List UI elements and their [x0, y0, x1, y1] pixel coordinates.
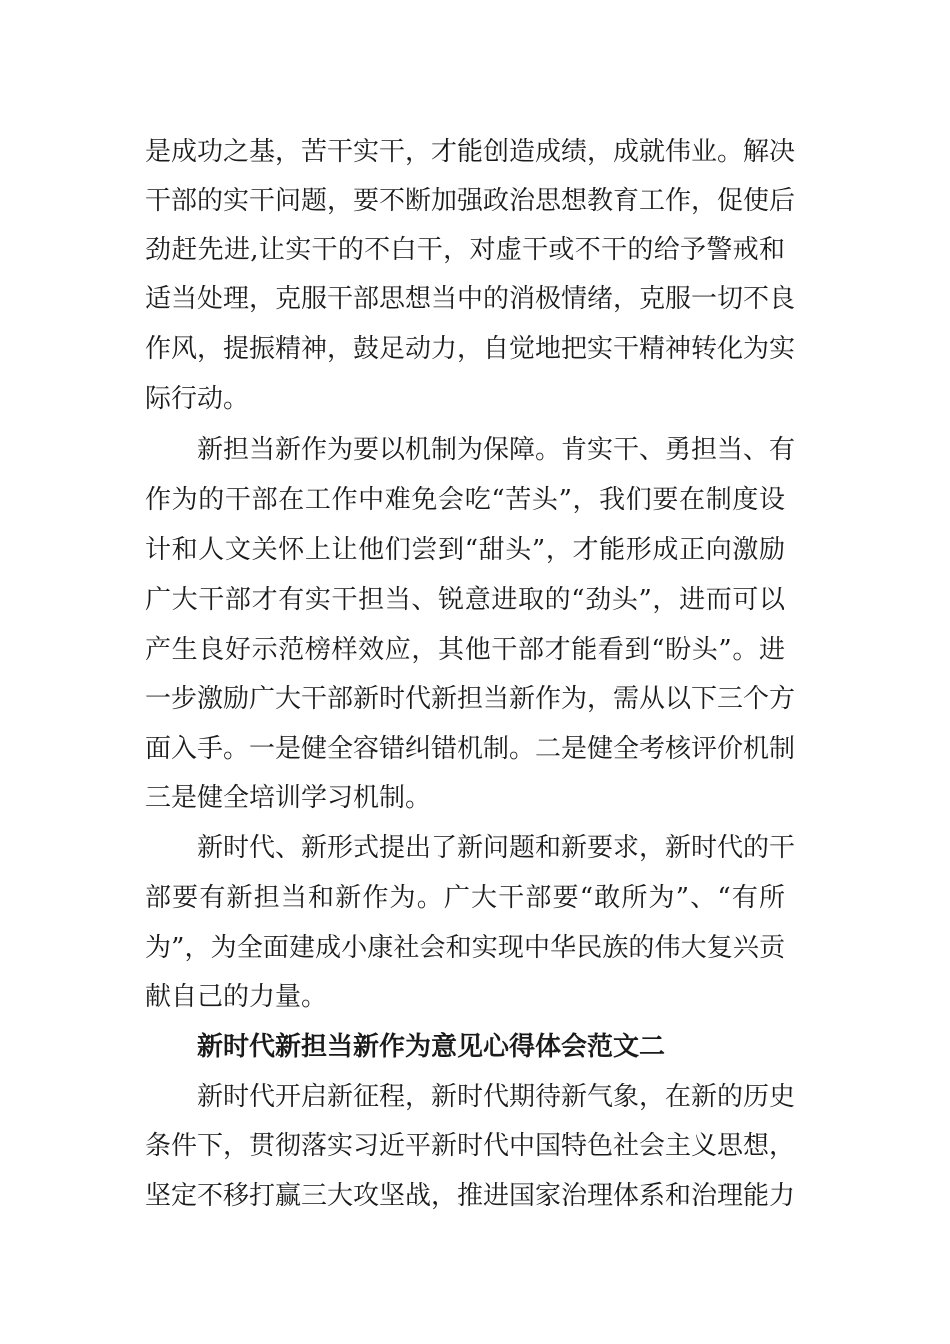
paragraph-2-line-8: 三是健全培训学习机制。	[145, 783, 432, 813]
paragraph-1-line-3: 劲赶先进,让实干的不白干，对虚干或不干的给予警戒和	[145, 235, 785, 265]
paragraph-2-line-2: 作为的干部在工作中难免会吃“苦头”，我们要在制度设	[145, 485, 785, 515]
paragraph-2-line-4: 广大干部才有实干担当、锐意进取的“劲头”，进而可以	[145, 585, 785, 615]
paragraph-1-line-2: 干部的实干问题，要不断加强政治思想教育工作，促使后	[145, 186, 796, 216]
paragraph-2-line-7: 面入手。一是健全容错纠错机制。二是健全考核评价机制	[145, 734, 796, 764]
paragraph-1-line-1: 是成功之基，苦干实干，才能创造成绩，成就伟业。解决	[145, 137, 796, 167]
paragraph-2-line-1: 新担当新作为要以机制为保障。肯实干、勇担当、有	[197, 435, 796, 465]
paragraph-4-line-1: 新时代开启新征程，新时代期待新气象，在新的历史	[197, 1082, 796, 1112]
paragraph-4-line-2: 条件下，贯彻落实习近平新时代中国特色社会主义思想，	[145, 1131, 796, 1161]
paragraph-3-line-4: 献自己的力量。	[145, 982, 328, 1012]
paragraph-3-line-1: 新时代、新形式提出了新问题和新要求，新时代的干	[197, 833, 796, 863]
paragraph-4-line-3: 坚定不移打赢三大攻坚战，推进国家治理体系和治理能力	[145, 1181, 796, 1211]
paragraph-3-line-3: 为”，为全面建成小康社会和实现中华民族的伟大复兴贡	[145, 933, 785, 963]
paragraph-2-line-5: 产生良好示范榜样效应，其他干部才能看到“盼头”。进	[145, 635, 785, 665]
paragraph-3-line-2: 部要有新担当和新作为。广大干部要“敢所为”、“有所	[145, 883, 785, 913]
section-heading: 新时代新担当新作为意见心得体会范文二	[197, 1032, 666, 1062]
paragraph-2-line-3: 计和人文关怀上让他们尝到“甜头”，才能形成正向激励	[145, 535, 785, 565]
paragraph-1-line-5: 作风，提振精神，鼓足动力，自觉地把实干精神转化为实	[145, 334, 796, 364]
paragraph-2-line-6: 一步激励广大干部新时代新担当新作为，需从以下三个方	[145, 684, 796, 714]
paragraph-1-line-6: 际行动。	[145, 384, 250, 414]
paragraph-1-line-4: 适当处理，克服干部思想当中的消极情绪，克服一切不良	[145, 284, 796, 314]
